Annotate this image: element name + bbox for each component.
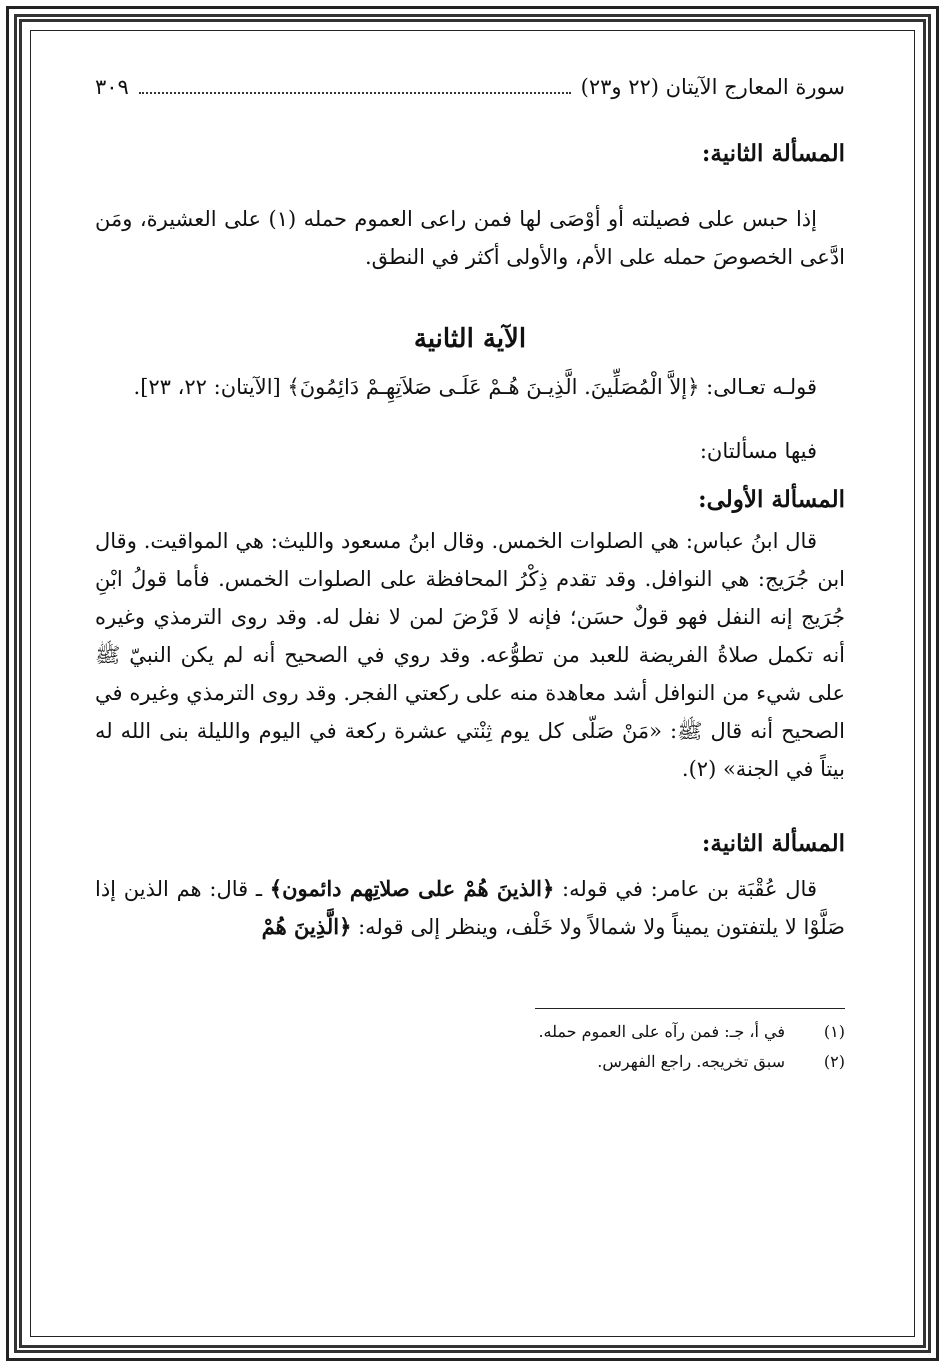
footnote-1: [95, 1017, 845, 1047]
footnote-2-text: سبق تخريجه. راجع الفهرس.: [597, 1052, 785, 1071]
page-number: ٣٠٩: [95, 75, 129, 99]
header-title: سورة المعارج الآيتان (٢٢ و٢٣): [580, 75, 845, 99]
section-heading-second-issue: المسألة الثانية:: [701, 140, 845, 167]
aya-intro: فيها مسألتان:: [699, 439, 817, 463]
footnote-2-number: (٢): [823, 1052, 845, 1071]
footnote-1-text: في أ، جـ: فمن رآه على العموم حمله.: [538, 1022, 785, 1041]
text-mid: ـ قال: هم الذين إذا صَلَّوْا لا يلتفتون يميناً ولا شمالاً ولا خَلْف، وينظر إلى قوله:: [95, 877, 845, 939]
header-dot-leader: [139, 92, 571, 94]
quran-quote-1: ﴿الذينَ هُمْ على صلاتِهم دائمون﴾: [269, 876, 555, 901]
paragraph-second-issue: إذا حبس على فصيلته أو أوْصَى لها فمن راعى العموم حمله (١) على العشيرة، ومَن ادَّعى الخصوصَ حمله على الأم، والأولى أكثر في النطق.: [95, 207, 845, 269]
footnote-1-number: (١): [823, 1022, 845, 1041]
aya-text: قولـه تعـالى: ﴿إلاَّ الْمُصَلِّينَ. الَّذِيـنَ هُـمْ عَلَـى صَلاَتِهِـمْ دَائِمُونَ﴾ [الآيتان: ٢٢، ٢٣].: [133, 375, 817, 399]
aya-title: الآية الثانية: [413, 324, 527, 354]
section-heading-first-issue: المسألة الأولى:: [698, 486, 845, 513]
section-heading-second-issue-2: المسألة الثانية:: [701, 830, 845, 857]
page-content: [95, 72, 845, 1307]
running-header: [95, 72, 845, 102]
paragraph-second-issue-2: [95, 870, 845, 946]
footnote-2: [95, 1047, 845, 1077]
text-start: قال عُقْبَة بن عامر: في قوله:: [554, 877, 817, 901]
quran-quote-2: ﴿الَّذِينَ هُمْ: [261, 914, 352, 939]
paragraph-first-issue: قال ابنُ عباس: هي الصلوات الخمس. وقال ابنُ مسعود والليث: هي المواقيت. وقال ابن جُرَيج: هي النوافل. وقد تقدم ذِكْرُ المحافظة على الصلوات الخمس. فأما قولُ ابْنِ جُرَيج إنه النفل فهو قولٌ حسَن؛ فإنه لا فَرْضَ لمن لا نفل له. وقد روى الترمذي وغيره أنه تكمل صلاةُ الفريضة للعبد من تطوُّعه. وقد روي في الصحيح أنه لم يكن النبيّ ﷺ على شيء من النوافل أشد معاهدة منه على ركعتي الفجر. وقد روى الترمذي وغيره في الصحيح أنه قال ﷺ: «مَنْ صَلّى كل يوم ثِنْتي عشرة ركعة في اليوم والليلة بنى الله له بيتاً في الجنة» (٢).: [95, 529, 845, 781]
